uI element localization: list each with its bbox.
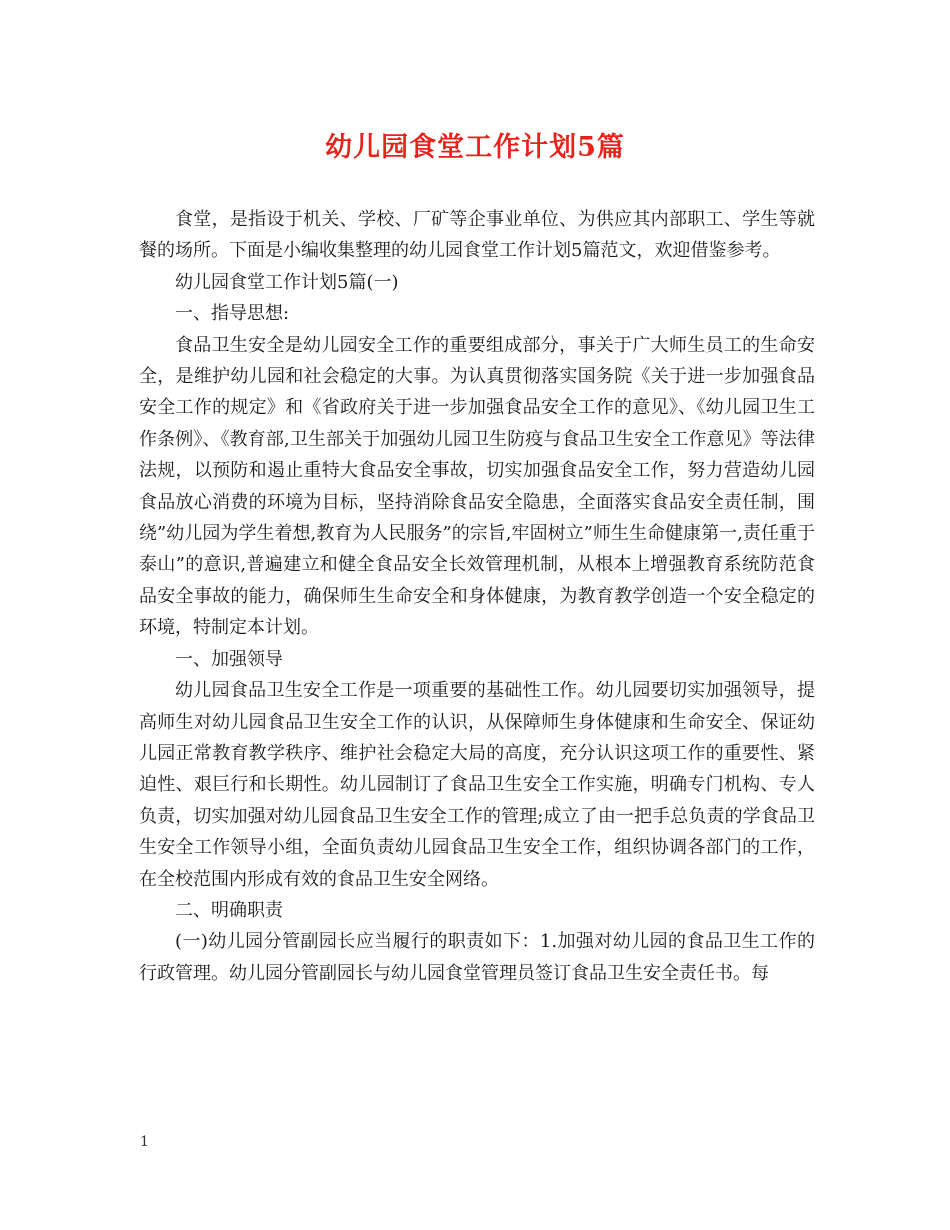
paragraph-strengthen-leadership: 幼儿园食品卫生安全工作是一项重要的基础性工作。幼儿园要切实加强领导，提高师生对幼儿园食品卫生安全工作的认识，从保障师生身体健康和生命安全、保证幼儿园正常教育教学秩序、维护社会稳定大局的高度，充分认识这项工作的重要性、紧迫性、艰巨行和长期性。幼儿园制订了食品卫生安全工作实施，明确专门机构、专人负责，切实加强对幼儿园食品卫生安全工作的管理;成立了由一把手总负责的学食品卫生安全工作领导小组，全面负责幼儿园食品卫生安全工作，组织协调各部门的工作，在全校范围内形成有效的食品卫生安全网络。 xyxy=(139,680,815,890)
section-heading-plan-1: 幼儿园食堂工作计划5篇(一) xyxy=(175,271,399,293)
intro-paragraph: 食堂，是指设于机关、学校、厂矿等企事业单位、为供应其内部职工、学生等就餐的场所。下面是小编收集整理的幼儿园食堂工作计划5篇范文，欢迎借鉴参考。 xyxy=(139,209,815,262)
paragraph-clarify-duties: (一)幼儿园分管副园长应当履行的职责如下：1.加强对幼儿园的食品卫生工作的行政管理。幼儿园分管副园长与幼儿园食堂管理员签订食品卫生安全责任书。每 xyxy=(139,931,815,984)
page-number: 1 xyxy=(140,1134,149,1150)
paragraph-guiding-ideology: 食品卫生安全是幼儿园安全工作的重要组成部分，事关于广大师生员工的生命安全，是维护幼儿园和社会稳定的大事。为认真贯彻落实国务院《关于进一步加强食品安全工作的规定》和《省政府关于进一步加强食品安全工作的意见》、《幼儿园卫生工作条例》、《教育部,卫生部关于加强幼儿园卫生防疫与食品卫生安全工作意见》等法律法规，以预防和遏止重特大食品安全事故，切实加强食品安全工作，努力营造幼儿园食品放心消费的环境为目标，坚持消除食品安全隐患，全面落实食品安全责任制，围绕”幼儿园为学生着想,教育为人民服务”的宗旨,牢固树立”师生生命健康第一,责任重于泰山”的意识,普遍建立和健全食品安全长效管理机制，从根本上增强教育系统防范食品安全事故的能力，确保师生生命安全和身体健康，为教育教学创造一个安全稳定的环境，特制定本计划。 xyxy=(139,334,815,639)
document-title: 幼儿园食堂工作计划5篇 xyxy=(325,132,625,163)
document-body xyxy=(139,204,815,989)
subheading-guiding-ideology: 一、指导思想: xyxy=(175,303,290,325)
subheading-strengthen-leadership: 一、加强领导 xyxy=(175,648,283,670)
subheading-clarify-duties: 二、明确职责 xyxy=(175,899,283,921)
